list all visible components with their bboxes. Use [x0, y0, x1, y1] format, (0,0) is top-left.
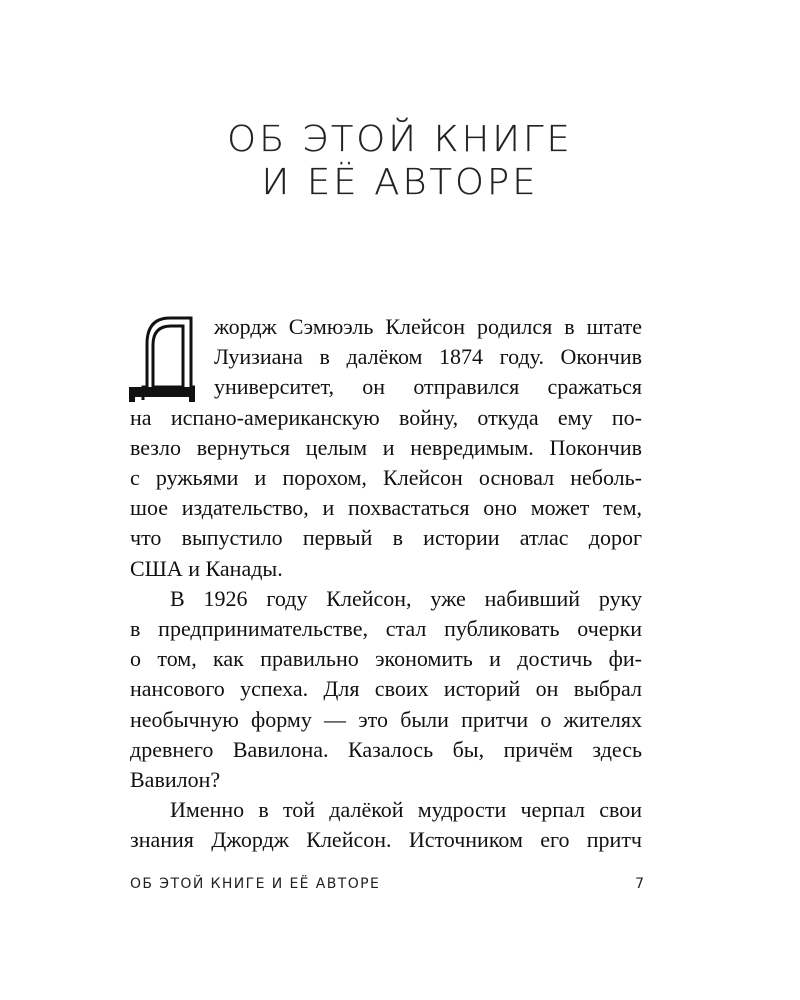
- text-line: знания Джордж Клейсон. Источником его притч: [130, 827, 642, 853]
- text-line: жордж Сэмюэль Клейсон родился в штате: [214, 314, 642, 339]
- text-line: Именно в той далёкой мудрости черпал свои: [170, 797, 642, 823]
- text-line: В 1926 году Клейсон, уже набивший руку: [170, 585, 642, 611]
- text-line: в предпринимательстве, стал публиковать очерки: [130, 616, 642, 642]
- text-line: о том, как правильно экономить и достичь фи-: [130, 646, 642, 672]
- text-line: на испано-американскую войну, откуда ему по-: [130, 404, 642, 430]
- text-line: нансового успеха. Для своих историй он выбрал: [130, 676, 642, 702]
- text-line: шое издательство, и похвастаться оно может тем,: [130, 495, 642, 521]
- chapter-title-line-1: ОБ ЭТОЙ КНИГЕ: [227, 119, 573, 160]
- text-line: необычную форму — это были притчи о жителях: [130, 706, 642, 732]
- paragraph-1: [130, 312, 642, 584]
- chapter-title: [0, 118, 800, 204]
- text-line: Луизиана в далёком 1874 году. Окончив: [214, 344, 642, 370]
- text-line: университет, он отправился сражаться: [214, 374, 642, 400]
- body-text: [130, 312, 642, 856]
- paragraph-3: [130, 795, 642, 855]
- text-line: с ружьями и порохом, Клейсон основал неболь-: [130, 465, 642, 491]
- text-line: Вавилон?: [130, 767, 221, 793]
- chapter-title-line-2: И ЕЁ АВТОРЕ: [261, 162, 539, 203]
- paragraph-2: [130, 584, 642, 795]
- running-head: ОБ ЭТОЙ КНИГЕ И ЕЁ АВТОРЕ: [130, 876, 381, 892]
- text-line: везло вернуться целым и невредимым. Покончив: [130, 434, 642, 460]
- text-line: США и Канады.: [130, 555, 283, 581]
- page-number: 7: [635, 876, 644, 892]
- text-line: древнего Вавилона. Казалось бы, причём здесь: [130, 736, 642, 762]
- text-line: что выпустило первый в истории атлас дорог: [130, 525, 642, 551]
